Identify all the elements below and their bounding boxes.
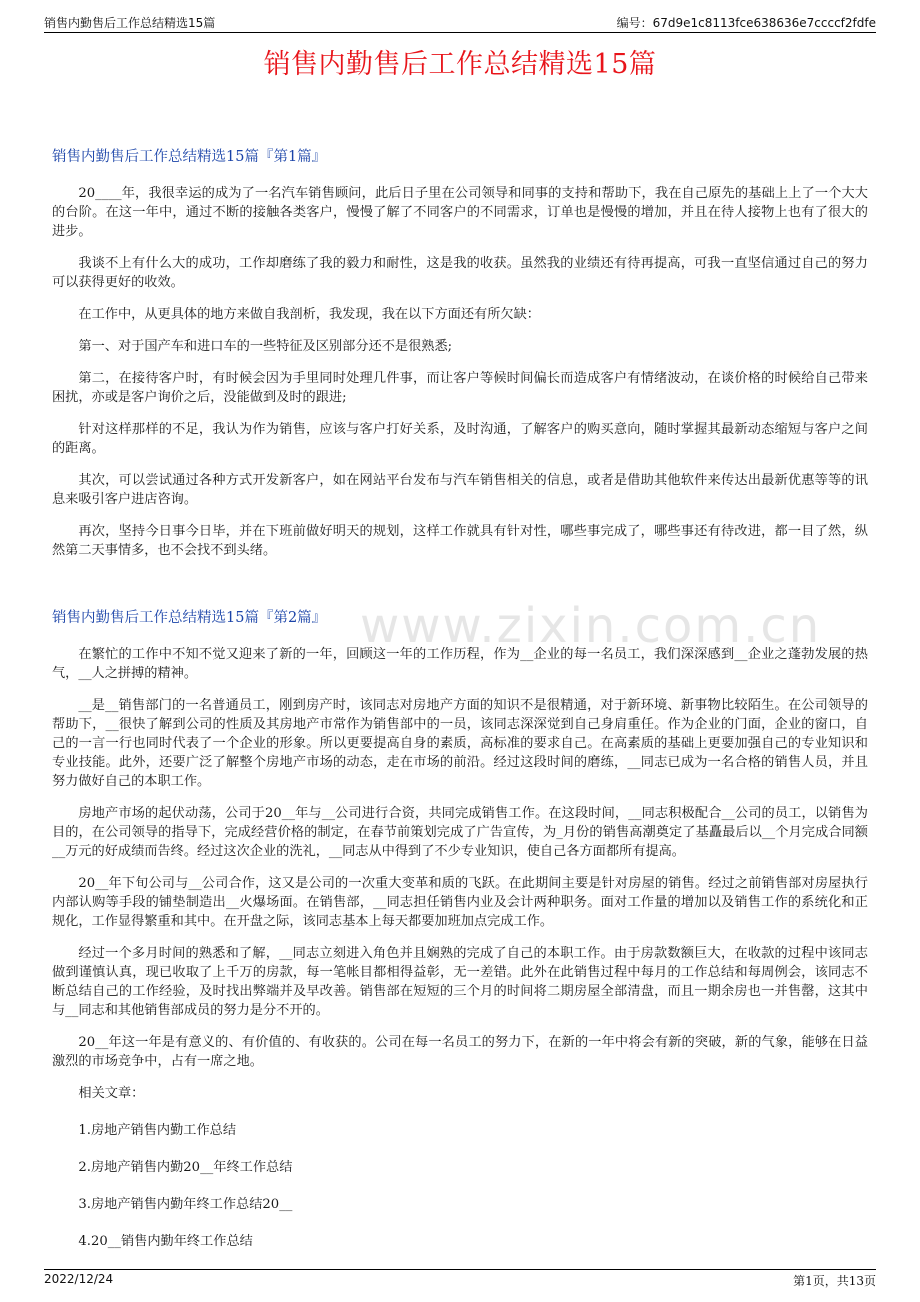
paragraph: 针对这样那样的不足，我认为作为销售，应该与客户打好关系，及时沟通，了解客户的购买意向，随时掌握其最新动态缩短与客户之间的距离。 <box>52 422 868 456</box>
related-label: 相关文章： <box>78 1086 145 1101</box>
paragraph: 在工作中，从更具体的地方来做自我剖析，我发现，我在以下方面还有所欠缺： <box>78 307 540 322</box>
paragraph: 第一、对于国产车和进口车的一些特征及区别部分还不是很熟悉; <box>78 339 453 354</box>
section-2 <box>52 607 868 1071</box>
paragraph: 其次，可以尝试通过各种方式开发新客户，如在网站平台发布与汽车销售相关的信息，或者是借助其他软件来传达出最新优惠等等的讯息来吸引客户进店咨询。 <box>52 473 868 507</box>
section-heading[interactable]: 销售内勤售后工作总结精选15篇『第1篇』 <box>52 149 327 165</box>
paragraph: 在繁忙的工作中不知不觉又迎来了新的一年，回顾这一年的工作历程，作为__企业的每一名员工，我们深深感到__企业之蓬勃发展的热气，__人之拼搏的精神。 <box>52 647 868 681</box>
paragraph: 经过一个多月时间的熟悉和了解，__同志立刻进入角色并且娴熟的完成了自己的本职工作。由于房款数额巨大，在收款的过程中该同志做到谨慎认真，现已收取了上千万的房款，每一笔帐目都相得益彰，无一差错。此外在此销售过程中每月的工作总结和每周例会，该同志不断总结自己的工作经验，及时找出弊端并及早改善。销售部在短短的三个月的时间将二期房屋全部清盘，而且一期余房也一并售罄，这其中与__同志和其他销售部成员的努力是分不开的。 <box>52 946 868 1018</box>
header-doc-id: 编号：67d9e1c8113fce638636e7ccccf2fdfe <box>616 16 876 30</box>
paragraph: 再次，坚持今日事今日毕，并在下班前做好明天的规划，这样工作就具有针对性，哪些事完成了，哪些事还有待改进，都一目了然，纵然第二天事情多，也不会找不到头绪。 <box>52 524 868 558</box>
paragraph: 20__年这一年是有意义的、有价值的、有收获的。公司在每一名员工的努力下，在新的一年中将会有新的突破，新的气象，能够在日益激烈的市场竞争中，占有一席之地。 <box>52 1035 868 1069</box>
related-link[interactable]: 1.房地产销售内勤工作总结 <box>78 1123 237 1138</box>
section-1 <box>52 146 868 560</box>
watermark: www.zixin.com.cn <box>360 598 822 654</box>
related-link[interactable]: 2.房地产销售内勤20__年终工作总结 <box>78 1160 293 1175</box>
paragraph: 房地产市场的起伏动荡，公司于20__年与__公司进行合资，共同完成销售工作。在这段时间，__同志积极配合__公司的员工，以销售为目的，在公司领导的指导下，完成经营价格的制定，在春节前策划完成了广告宣传，为_月份的销售高潮奠定了基矗最后以__个月完成合同额__万元的好成绩而告终。经过这次企业的洗礼，__同志从中得到了不少专业知识，使自己各方面都所有提高。 <box>52 806 868 859</box>
page-header <box>44 12 876 33</box>
paragraph: __是__销售部门的一名普通员工，刚到房产时，该同志对房地产方面的知识不是很精通，对于新环境、新事物比较陌生。在公司领导的帮助下，__很快了解到公司的性质及其房地产市常作为销售部中的一员，该同志深深觉到自己身肩重任。作为企业的门面，企业的窗口，自己的一言一行也同时代表了一个企业的形象。所以更要提高自身的素质，高标准的要求自己。在高素质的基础上更要加强自己的专业知识和专业技能。此外，还要广泛了解整个房地产市场的动态，走在市场的前沿。经过这段时间的磨练，__同志已成为一名合格的销售人员，并且努力做好自己的本职工作。 <box>52 698 868 789</box>
header-doc-title: 销售内勤售后工作总结精选15篇 <box>44 16 216 30</box>
page-footer <box>44 1269 876 1288</box>
paragraph: 我谈不上有什么大的成功，工作却磨练了我的毅力和耐性，这是我的收获。虽然我的业绩还有待再提高，可我一直坚信通过自己的努力可以获得更好的收效。 <box>52 256 868 290</box>
document-body <box>52 140 868 1269</box>
related-link[interactable]: 4.20__销售内勤年终工作总结 <box>78 1234 253 1249</box>
related-link[interactable]: 3.房地产销售内勤年终工作总结20__ <box>78 1197 293 1212</box>
paragraph: 20__年下旬公司与__公司合作，这又是公司的一次重大变革和质的飞跃。在此期间主要是针对房屋的销售。经过之前销售部对房屋执行内部认购等手段的铺垫制造出__火爆场面。在销售部，__同志担任销售内业及会计两种职务。面对工作量的增加以及销售工作的系统化和正规化，工作显得繁重和其中。在开盘之际，该同志基本上每天都要加班加点完成工作。 <box>52 876 868 929</box>
paragraph: 第二，在接待客户时，有时候会因为手里同时处理几件事，而让客户等候时间偏长而造成客户有情绪波动，在谈价格的时候给自己带来困扰，亦或是客户询价之后，没能做到及时的跟进; <box>52 371 868 405</box>
footer-page-number: 第1页，共13页 <box>793 1274 876 1288</box>
footer-date: 2022/12/24 <box>44 1272 114 1286</box>
document-title: 销售内勤售后工作总结精选15篇 <box>263 49 657 80</box>
section-heading[interactable]: 销售内勤售后工作总结精选15篇『第2篇』 <box>52 610 327 626</box>
paragraph: 20____年，我很幸运的成为了一名汽车销售顾问，此后日子里在公司领导和同事的支持和帮助下，我在自己原先的基础上上了一个大大的台阶。在这一年中，通过不断的接触各类客户，慢慢了解了不同客户的不同需求，订单也是慢慢的增加，并且在待人接物上也有了很大的进步。 <box>52 186 868 239</box>
related-articles <box>52 1084 868 1251</box>
